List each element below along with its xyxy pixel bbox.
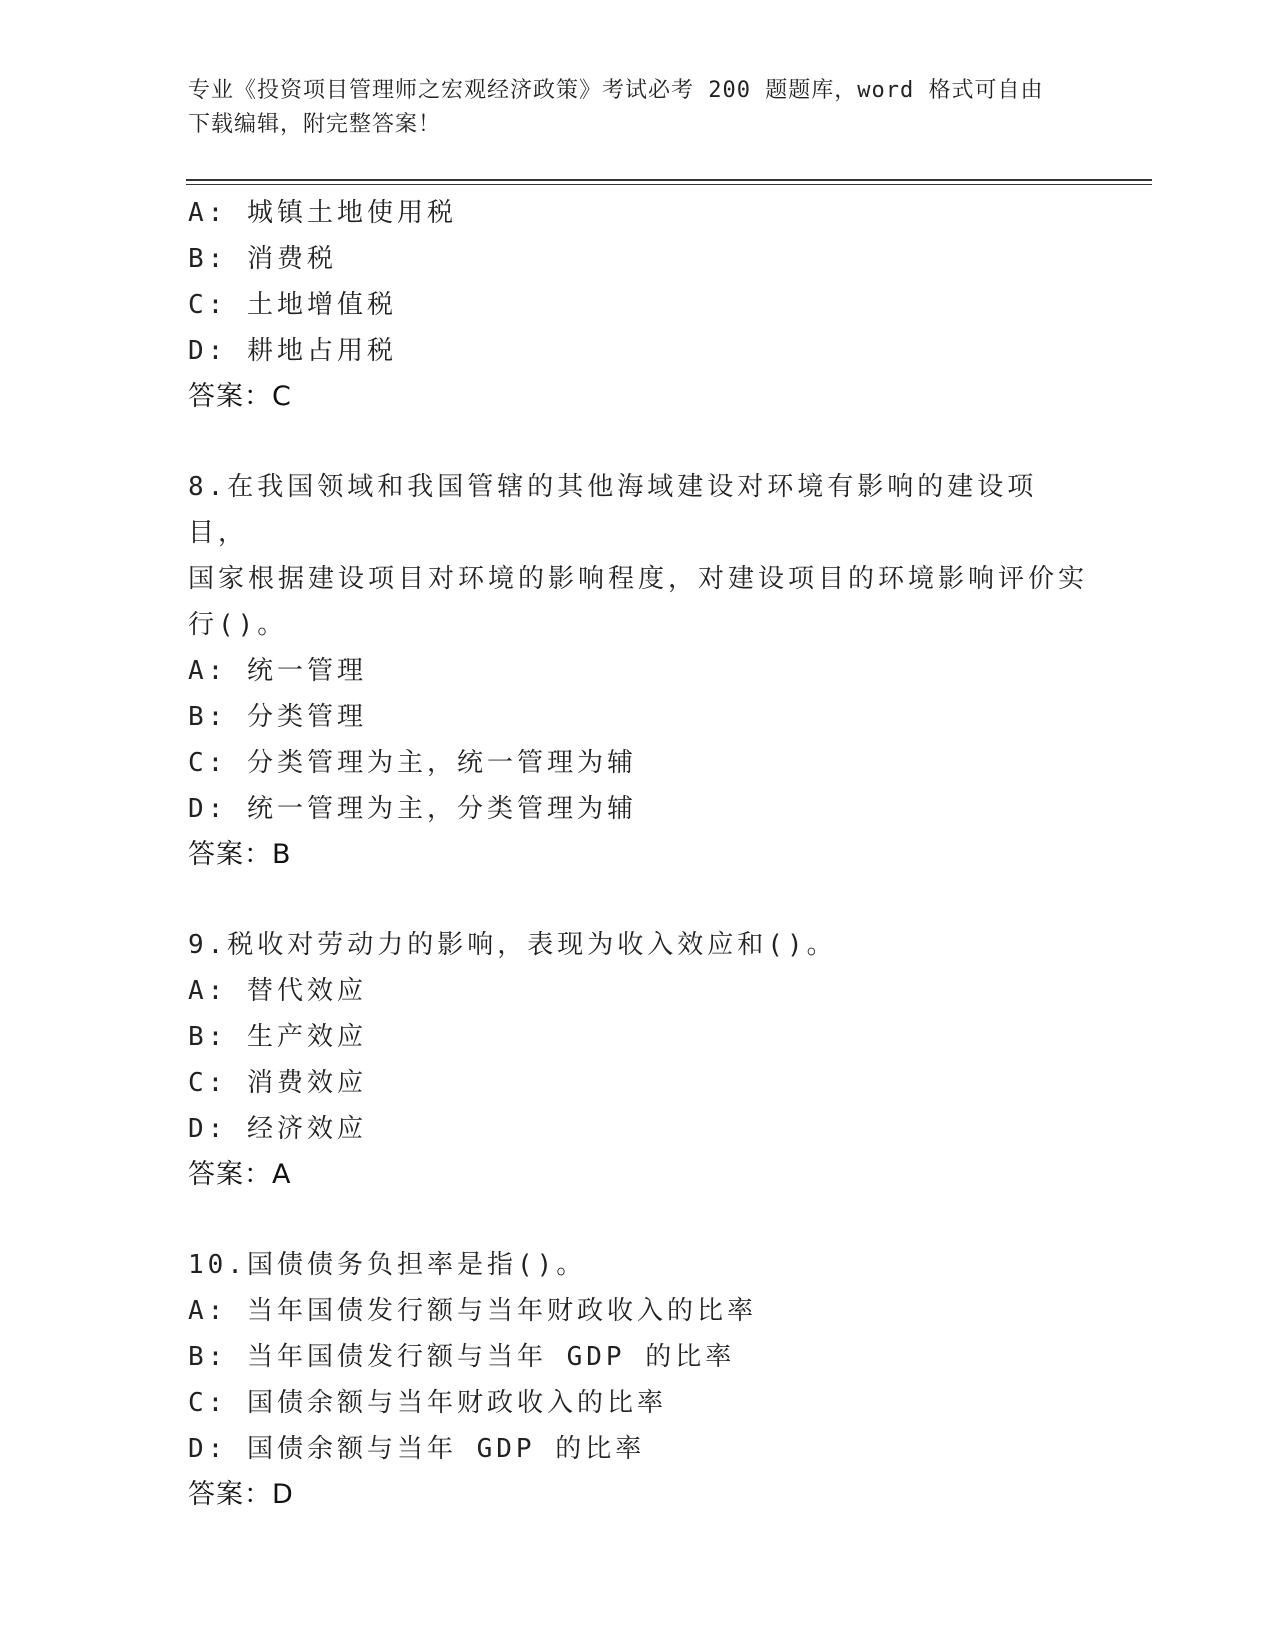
question-list [188, 190, 1088, 1518]
option-c: C: 消费效应 [188, 1068, 367, 1098]
option-c: C: 国债余额与当年财政收入的比率 [188, 1388, 667, 1418]
option-b: B: 生产效应 [188, 1022, 367, 1052]
question-8 [188, 464, 1088, 878]
header-divider-thin [186, 184, 1152, 185]
option-c: C: 土地增值税 [188, 290, 397, 320]
question-text-line-1: 10.国债债务负担率是指()。 [188, 1250, 587, 1280]
question-7 [188, 190, 1088, 420]
option-b: B: 当年国债发行额与当年 GDP 的比率 [188, 1342, 736, 1372]
document-header [188, 74, 1088, 142]
question-text-line-1: 9.税收对劳动力的影响，表现为收入效应和()。 [188, 930, 837, 960]
header-line-2: 下载编辑，附完整答案！ [188, 112, 442, 137]
option-b: B: 消费税 [188, 244, 337, 274]
option-d: D: 国债余额与当年 GDP 的比率 [188, 1434, 646, 1464]
question-9 [188, 922, 1088, 1198]
question-text-line-2: 国家根据建设项目对环境的影响程度，对建设项目的环境影响评价实 [188, 564, 1089, 594]
option-a: A: 统一管理 [188, 656, 367, 686]
question-text [188, 1242, 1088, 1288]
answer-label: 答案：C [188, 381, 292, 412]
answer-label: 答案：D [188, 1479, 294, 1510]
option-c: C: 分类管理为主，统一管理为辅 [188, 748, 637, 778]
option-a: A: 当年国债发行额与当年财政收入的比率 [188, 1296, 757, 1326]
header-line-1: 专业《投资项目管理师之宏观经济政策》考试必考 200 题题库，word 格式可自由 [188, 78, 1044, 103]
question-text [188, 922, 1088, 968]
header-divider-thick [186, 179, 1152, 181]
option-d: D: 统一管理为主，分类管理为辅 [188, 794, 637, 824]
question-text-line-1: 8.在我国领域和我国管辖的其他海域建设对环境有影响的建设项目， [188, 472, 1038, 548]
option-d: D: 耕地占用税 [188, 336, 397, 366]
option-a: A: 替代效应 [188, 976, 367, 1006]
option-d: D: 经济效应 [188, 1114, 367, 1144]
option-b: B: 分类管理 [188, 702, 367, 732]
question-text-line-3: 行()。 [188, 610, 288, 640]
question-10 [188, 1242, 1088, 1518]
answer-label: 答案：A [188, 1159, 292, 1190]
option-a: A: 城镇土地使用税 [188, 198, 457, 228]
question-text [188, 464, 1088, 648]
answer-label: 答案：B [188, 839, 292, 870]
